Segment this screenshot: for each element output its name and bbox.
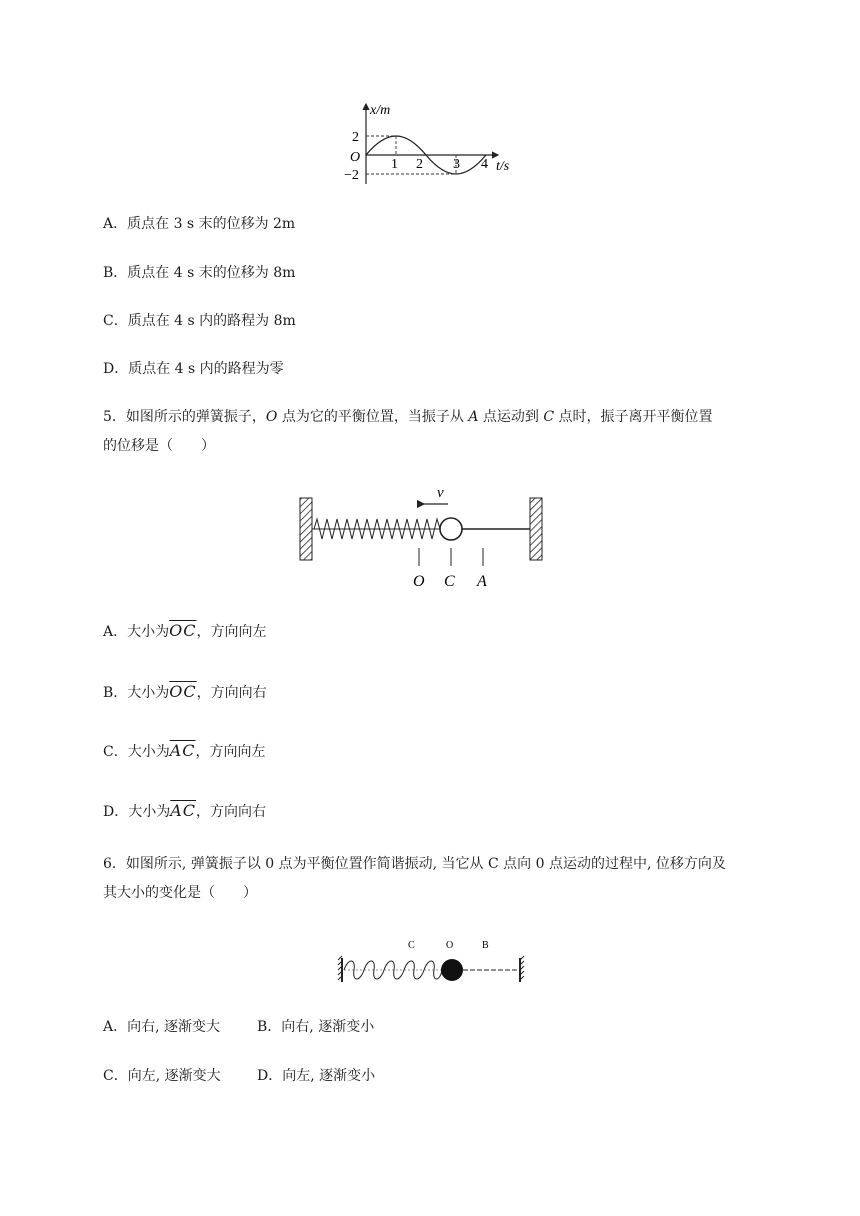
q6-stem-line2: 其大小的变化是（ ） [103,885,257,901]
x-tick-3: 3 [453,157,460,172]
option-letter: B． [103,685,128,701]
point-label-o: O [413,573,425,590]
option-text: ，方向向左 [196,624,267,640]
stem-text: 点为它的平衡位置，当振子从 [277,409,469,425]
stem-var-c: C [543,409,555,425]
stem-var-o: O [265,409,278,425]
q5-stem-line1 [103,403,763,432]
q6-option-c [103,1068,221,1084]
option-letter: B． [103,265,128,281]
stem-var-a: A [468,409,479,425]
option-text: 质点在 4 s 内的路程为零 [128,361,284,377]
q5-option-a [103,621,266,642]
y-tick-2: 2 [352,130,359,145]
question-number: 5． [103,409,126,425]
y-tick-neg2: −2 [344,168,359,183]
option-text: 质点在 4 s 末的位移为 8m [127,265,296,281]
option-letter: C． [103,744,128,760]
option-text: 向右, 逐渐变小 [281,1019,375,1035]
segment-overline: $\overline{OC}$ [169,621,197,640]
q6-stem [103,850,803,908]
y-axis-label: x/m [370,103,391,118]
spring-oscillator-figure-6 [336,934,528,986]
question-number: 6． [103,856,126,872]
option-letter: D． [103,804,129,820]
q5-option-d [103,801,266,822]
stem-text: 点时，振子离开平衡位置 [554,409,713,425]
x-tick-4: 4 [481,157,488,172]
option-letter: A． [103,216,128,232]
option-text: 质点在 4 s 内的路程为 8m [127,313,296,329]
option-text: 大小为 [127,744,170,760]
point-label-c: C [408,940,415,951]
q4-option-b [103,263,295,283]
q6-stem-line1 [103,850,803,879]
q4-option-d [103,359,284,379]
q6-option-b [257,1017,374,1037]
option-letter: A． [103,624,128,640]
q5-stem-line2: 的位移是（ ） [103,438,215,454]
q4-option-a [103,214,295,234]
option-letter: D． [257,1068,283,1084]
segment-overline: $\overline{AC}$ [169,741,196,760]
option-letter: D． [103,361,129,377]
q5-option-b [103,682,267,703]
option-letter: A． [103,1019,128,1035]
q6-option-row-1 [103,1017,375,1037]
stem-text: 点运动到 [478,409,544,425]
oscillator-ball [440,518,462,540]
q5-stem [103,403,763,461]
option-text: 向左, 逐渐变小 [282,1068,376,1084]
x-axis-label: t/s [496,159,510,174]
q6-option-d [257,1066,375,1086]
segment-overline: $\overline{AC}$ [170,801,197,820]
q5-option-c [103,741,266,762]
spring-oscillator-figure-5 [296,482,550,592]
q6-option-a [103,1019,220,1035]
option-letter: C． [103,313,128,329]
option-letter: C． [103,1068,128,1084]
stem-text: 如图所示的弹簧振子， [125,409,266,425]
option-text: 大小为 [127,685,170,701]
right-wall [530,498,542,560]
option-text: 大小为 [128,804,171,820]
left-wall [300,498,312,560]
oscillator-ball-solid [441,959,463,981]
xt-graph-figure [336,98,526,190]
point-label-o: O [446,940,454,951]
point-label-a: A [477,573,487,590]
x-tick-1: 1 [391,157,398,172]
option-text: 向右, 逐渐变大 [127,1019,221,1035]
option-text: ，方向向右 [196,685,267,701]
point-label-b: B [482,940,489,951]
option-text: 大小为 [127,624,170,640]
option-text: ，方向向右 [196,804,267,820]
origin-label: O [350,150,361,165]
option-text: 向左, 逐渐变大 [127,1068,221,1084]
velocity-label: v [437,485,444,501]
q4-option-c [103,311,296,331]
segment-overline: $\overline{OC}$ [169,682,197,701]
option-text: ，方向向左 [195,744,266,760]
option-letter: B． [257,1019,282,1035]
q6-option-row-2 [103,1066,376,1086]
option-text: 质点在 3 s 末的位移为 2m [127,216,296,232]
stem-text: 如图所示, 弹簧振子以 0 点为平衡位置作简谐振动, 当它从 C 点向 0 点运动的过程中, 位移方向及 [125,856,726,872]
x-tick-2: 2 [416,157,423,172]
point-label-c: C [444,573,455,590]
